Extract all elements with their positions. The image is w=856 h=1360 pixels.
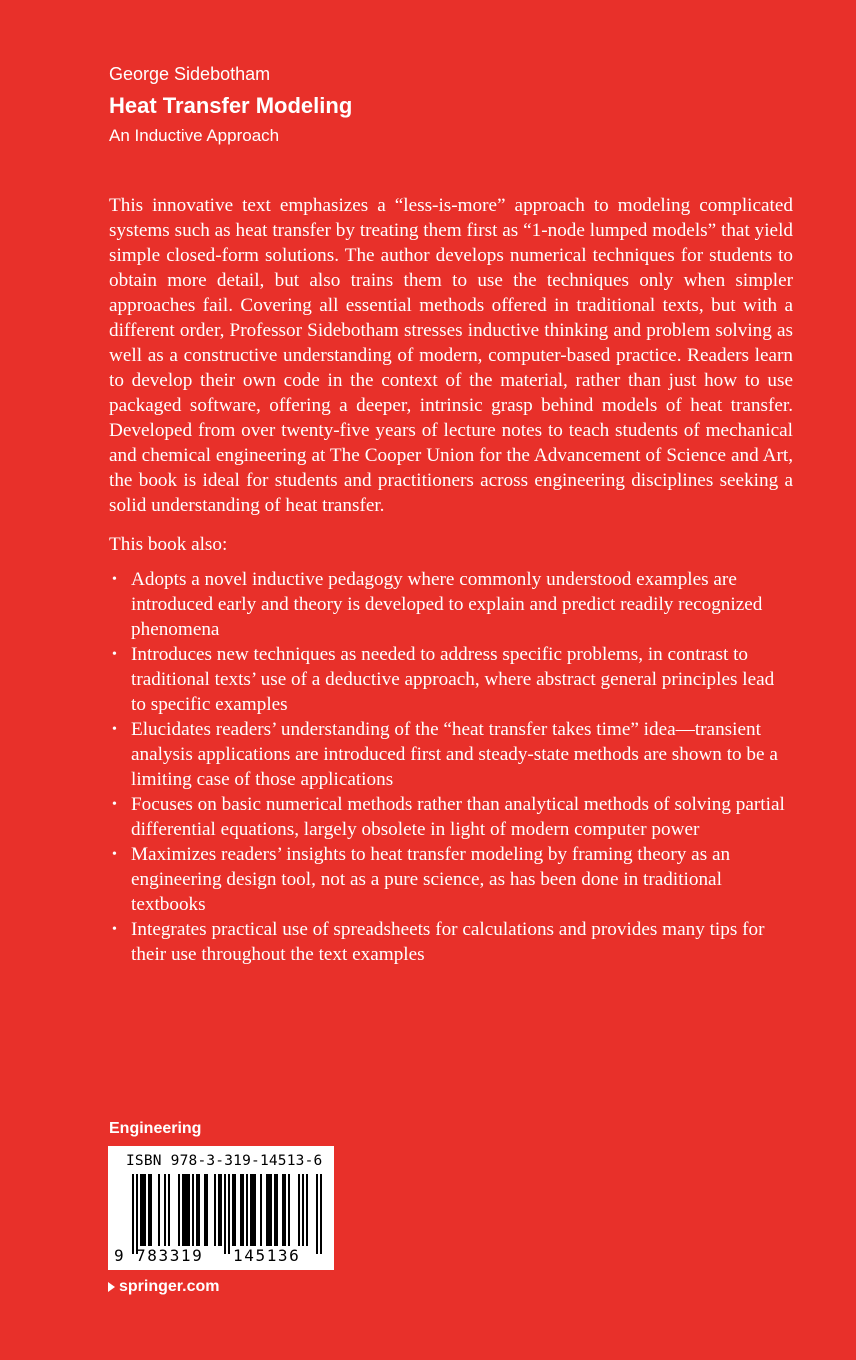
list-item: • Maximizes readers’ insights to heat transfer modeling by framing theory as an engineering design tool, not as a pure science, as has been done in traditional textbooks xyxy=(112,844,731,915)
barcode-bar xyxy=(302,1174,304,1246)
barcode-bar xyxy=(168,1174,170,1246)
barcode-bar xyxy=(254,1174,256,1246)
website-label[interactable]: springer.com xyxy=(119,1278,220,1295)
barcode-bar xyxy=(306,1174,308,1246)
barcode-bar xyxy=(182,1174,184,1246)
barcode-bar xyxy=(316,1174,318,1254)
bullet-icon: • xyxy=(112,922,117,937)
barcode-bar xyxy=(276,1174,278,1246)
bullet-icon: • xyxy=(112,647,117,662)
ean-digits xyxy=(108,1246,334,1266)
ean-left-group: 783319 xyxy=(136,1246,204,1265)
barcode-bar xyxy=(218,1174,220,1246)
publisher-website[interactable] xyxy=(108,1277,219,1297)
barcode-bar xyxy=(206,1174,208,1246)
barcode-bar xyxy=(144,1174,146,1246)
description-paragraph: This innovative text emphasizes a “less-is-more” approach to modeling complicated systems such as heat transfer by treating them first as “1-node lumped models” that yield simple closed-form solutions. The author develops numerical techniques for students to obtain more detail, but also trains them to use the techniques only when simpler approaches fail. Covering all essential methods offered in traditional texts, but with a different order, Professor Sidebotham stresses inductive thinking and problem solving as well as a constructive understanding of modern, computer-based practice. Readers learn to develop their own code in the context of the material, rather than just how to use packaged software, offering a deeper, intrinsic grasp behind models of heat transfer. Developed from over twenty-five years of lecture notes to teach students of mechanical and chemical engineering at The Cooper Union for the Advancement of Science and Art, the book is ideal for students and practitioners across engineering disciplines seeking a solid understanding of heat transfer. xyxy=(109,195,793,516)
barcode-bar xyxy=(150,1174,152,1246)
barcode-bar xyxy=(204,1174,206,1246)
barcode-bar xyxy=(196,1174,198,1246)
barcode-bar xyxy=(140,1174,142,1246)
barcode-bar xyxy=(270,1174,272,1246)
barcode xyxy=(108,1146,334,1270)
barcode-bar xyxy=(288,1174,290,1246)
barcode-bar xyxy=(268,1174,270,1246)
bullet-icon: • xyxy=(112,572,117,587)
barcode-bar xyxy=(266,1174,268,1246)
bullet-icon: • xyxy=(112,847,117,862)
barcode-bar xyxy=(252,1174,254,1246)
blurb xyxy=(109,193,793,967)
triangle-right-icon xyxy=(108,1282,115,1292)
barcode-bar xyxy=(188,1174,190,1246)
barcode-bar xyxy=(274,1174,276,1246)
barcode-bar xyxy=(232,1174,234,1246)
barcode-bar xyxy=(148,1174,150,1246)
barcode-bar xyxy=(136,1174,138,1254)
bullet-icon: • xyxy=(112,722,117,737)
bullet-icon: • xyxy=(112,797,117,812)
ean-right-group: 145136 xyxy=(233,1246,301,1265)
barcode-bar xyxy=(228,1174,230,1254)
author-name: George Sidebotham xyxy=(109,64,271,84)
ean-first-digit: 9 xyxy=(114,1246,124,1265)
list-item: • Integrates practical use of spreadsheets for calculations and provides many tips for their use throughout the text examples xyxy=(112,919,765,965)
barcode-bar xyxy=(260,1174,262,1246)
barcode-bar xyxy=(282,1174,284,1246)
barcode-bar xyxy=(186,1174,188,1246)
barcode-bar xyxy=(192,1174,194,1246)
barcode-bar xyxy=(284,1174,286,1246)
barcode-bar xyxy=(132,1174,134,1254)
barcode-bar xyxy=(224,1174,226,1254)
barcode-bar xyxy=(242,1174,244,1246)
feature-list xyxy=(109,567,793,967)
barcode-bar xyxy=(158,1174,160,1246)
list-item: • Elucidates readers’ understanding of the “heat transfer takes time” idea—transient analysis applications are introduced first and steady-state methods are shown to be a limiting case of those applications xyxy=(112,719,778,790)
barcode-bar xyxy=(250,1174,252,1246)
barcode-bar xyxy=(178,1174,180,1246)
book-title: Heat Transfer Modeling xyxy=(109,93,353,118)
barcode-bar xyxy=(164,1174,166,1246)
barcode-bar xyxy=(298,1174,300,1246)
also-heading: This book also: xyxy=(109,534,228,555)
barcode-bar xyxy=(320,1174,322,1254)
list-item: • Focuses on basic numerical methods rather than analytical methods of solving partial differential equations, largely obsolete in light of modern computer power xyxy=(112,794,785,840)
barcode-bar xyxy=(184,1174,186,1246)
barcode-bar xyxy=(142,1174,144,1246)
list-item: • Adopts a novel inductive pedagogy where commonly understood examples are introduced early and theory is developed to explain and predict readily recognized phenomena xyxy=(112,569,763,640)
barcode-bar xyxy=(246,1174,248,1246)
barcode-bar xyxy=(198,1174,200,1246)
isbn-label: ISBN 978-3-319-14513-6 xyxy=(126,1153,323,1169)
barcode-bar xyxy=(234,1174,236,1246)
list-item: • Introduces new techniques as needed to address specific problems, in contrast to traditional texts’ use of a deductive approach, where abstract general principles lead to specific examples xyxy=(112,644,775,715)
book-subtitle: An Inductive Approach xyxy=(109,126,280,145)
subject-category: Engineering xyxy=(109,1120,202,1137)
barcode-bar xyxy=(240,1174,242,1246)
barcode-bar xyxy=(214,1174,216,1246)
barcode-bar xyxy=(220,1174,222,1246)
